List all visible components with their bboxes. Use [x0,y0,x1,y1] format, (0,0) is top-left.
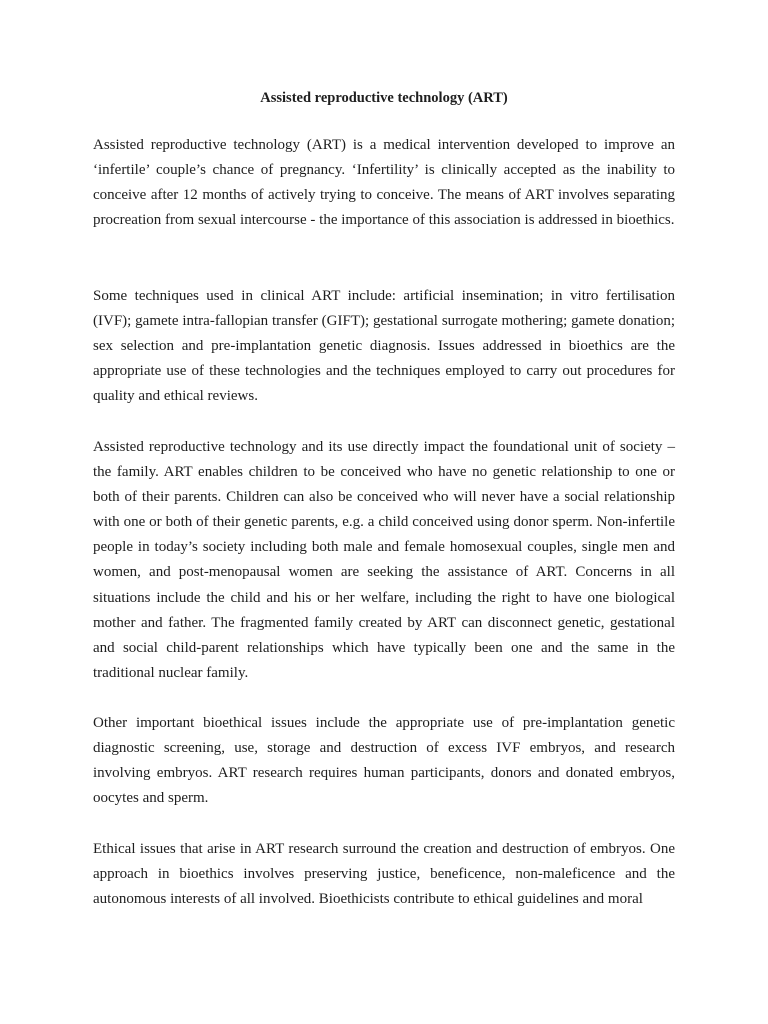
paragraph-techniques: Some techniques used in clinical ART include: artificial insemination; in vitro fertilisation (IVF); gamete intra-fallopian transfer (GIFT); gestational surrogate mothering; gamete donation; sex selection and pre-implantation genetic diagnosis. Issues addressed in bioethics are the appropriate use of these technologies and the techniques employed to carry out procedures for quality and ethical reviews. [93,288,675,405]
paragraph-family: Assisted reproductive technology and its use directly impact the foundational unit of society – the family. ART enables children to be conceived who have no genetic relationship to one or both of their parents. Children can also be conceived who will never have a social relationship with one or both of their genetic parents, e.g. a child conceived using donor sperm. Non-infertile people in today’s society including both male and female homosexual couples, single men and women, and post-menopausal women are seeking the assistance of ART. Concerns in all situations include the child and his or her welfare, including the right to have one biological mother and father. The fragmented family created by ART can disconnect genetic, gestational and social child-parent relationships which have typically been one and the same in the traditional nuclear family. [93,439,675,681]
paragraph-intro: Assisted reproductive technology (ART) is a medical intervention developed to improve an ‘infertile’ couple’s chance of pregnancy. ‘Infertility’ is clinically accepted as the inability to conceive after 12 months of actively trying to conceive. The means of ART involves separating procreation from sexual intercourse - the importance of this association is addressed in bioethics. [93,137,675,229]
paragraph-bioethical-issues: Other important bioethical issues include the appropriate use of pre-implantation genetic diagnostic screening, use, storage and destruction of excess IVF embryos, and research involving embryos. ART research requires human participants, donors and donated embryos, oocytes and sperm. [93,715,675,807]
paragraph-research-ethics: Ethical issues that arise in ART research surround the creation and destruction of embryos. One approach in bioethics involves preserving justice, beneficence, non-maleficence and the autonomous interests of all involved. Bioethicists contribute to ethical guidelines and moral [93,841,675,908]
document-title: Assisted reproductive technology (ART) [260,90,508,106]
